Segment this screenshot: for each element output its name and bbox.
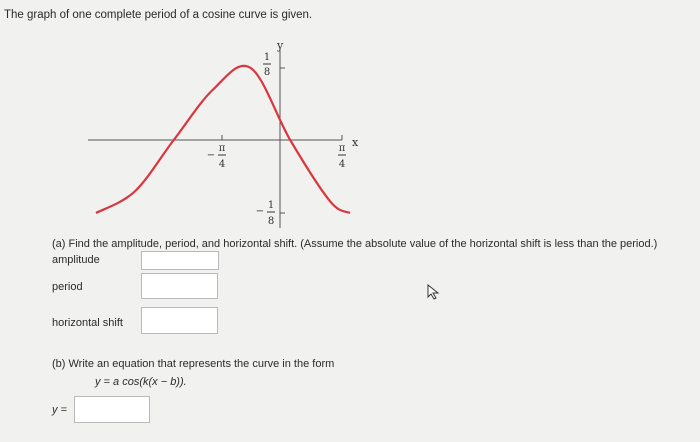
amplitude-input[interactable] xyxy=(141,251,219,270)
cosine-curve-line xyxy=(96,66,350,213)
y-equals-label: y = xyxy=(52,404,67,416)
y-tick-bottom-sign: − xyxy=(255,206,265,217)
x-tick-left-den: 4 xyxy=(218,159,226,170)
mouse-cursor-icon xyxy=(427,284,441,300)
y-tick-top-den: 8 xyxy=(263,67,271,78)
y-tick-bottom-num: 1 xyxy=(267,200,275,211)
x-axis-label: x xyxy=(352,136,359,149)
x-tick-right-den: 4 xyxy=(338,159,346,170)
period-input[interactable] xyxy=(141,273,218,299)
equation-input[interactable] xyxy=(74,396,150,423)
part-b-instruction: (b) Write an equation that represents the curve in the form xyxy=(52,358,335,370)
horizontal-shift-input[interactable] xyxy=(141,307,218,334)
y-axis-label: y xyxy=(277,39,284,52)
x-tick-left-num: π xyxy=(218,143,226,154)
x-tick-right-num: π xyxy=(338,143,346,154)
amplitude-label: amplitude xyxy=(52,254,100,266)
y-tick-top-num: 1 xyxy=(263,52,271,63)
question-prompt: The graph of one complete period of a cosine curve is given. xyxy=(4,9,313,21)
horizontal-shift-label: horizontal shift xyxy=(52,317,123,329)
x-tick-left-sign: − xyxy=(206,150,216,161)
y-tick-bottom-den: 8 xyxy=(267,216,275,227)
equation-form: y = a cos(k(x − b)). xyxy=(95,376,187,388)
part-a-instruction: (a) Find the amplitude, period, and horizontal shift. (Assume the absolute value of the horizontal shift is less than the period.) xyxy=(52,238,658,250)
period-label: period xyxy=(52,281,83,293)
cosine-graph xyxy=(80,36,380,236)
